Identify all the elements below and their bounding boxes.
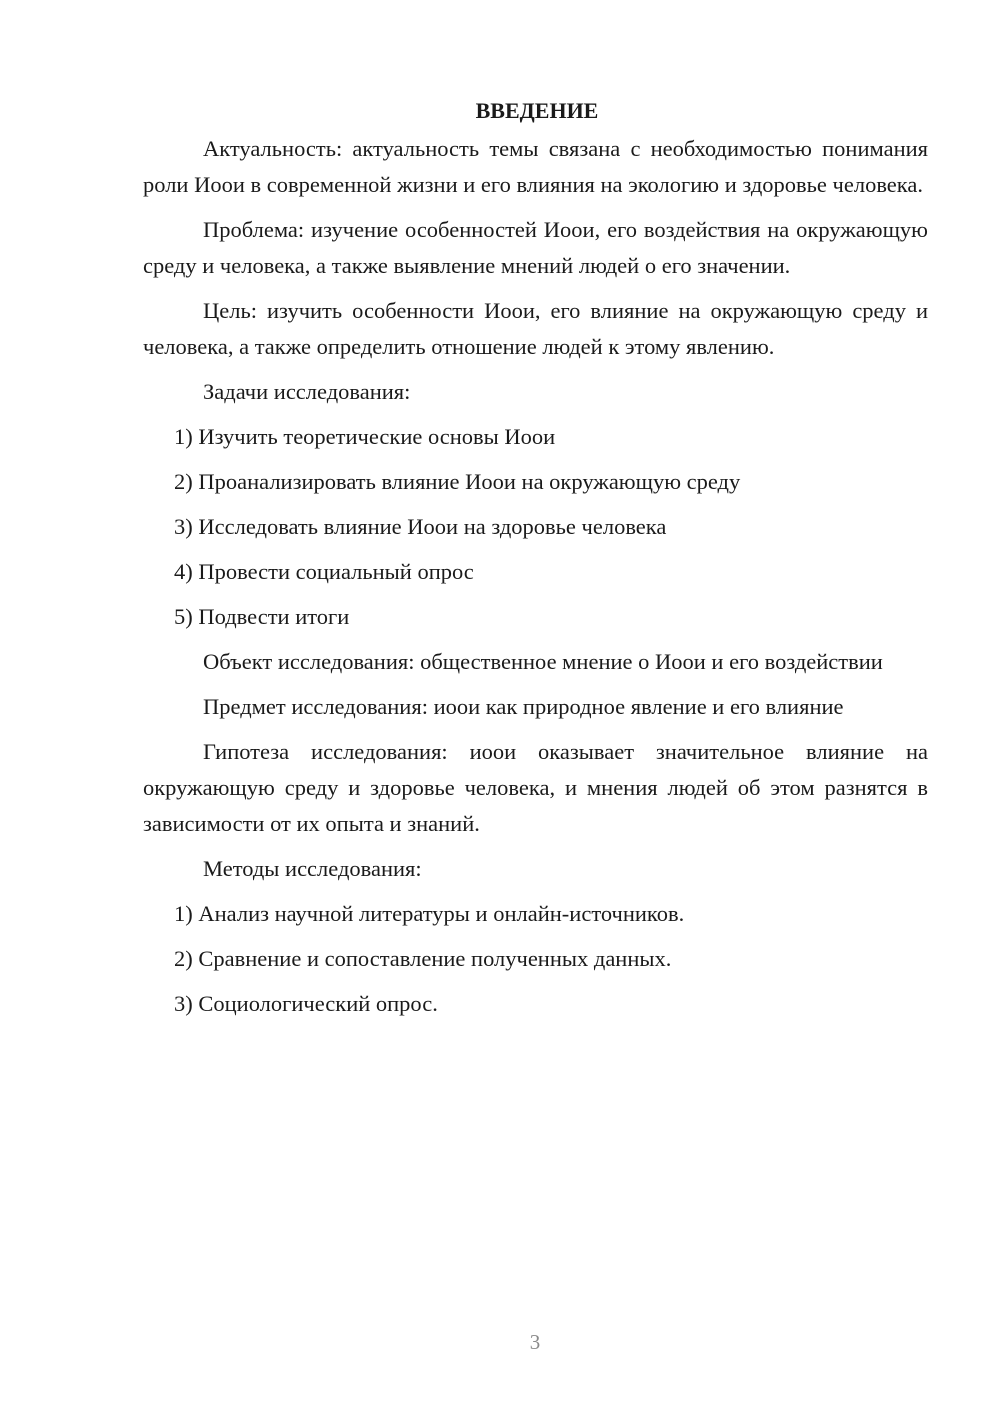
- method-item: 2) Сравнение и сопоставление полученных данных.: [174, 946, 672, 971]
- hypothesis-paragraph: Гипотеза исследования: иоои оказывает значительное влияние на окружающую среду и здоровье человека, и мнения людей об этом разнятся в зависимости от их опыта и знаний.: [143, 739, 928, 836]
- object-paragraph: Объект исследования: общественное мнение о Иоои и его воздействии: [203, 649, 883, 674]
- problem-paragraph: Проблема: изучение особенностей Иоои, его воздействия на окружающую среду и человека, а также выявление мнений людей о его значении.: [143, 217, 928, 278]
- task-item: 2) Проанализировать влияние Иоои на окружающую среду: [174, 469, 741, 494]
- subject-paragraph: Предмет исследования: иоои как природное явление и его влияние: [203, 694, 844, 719]
- task-item: 3) Исследовать влияние Иоои на здоровье человека: [174, 514, 667, 539]
- task-item: 4) Провести социальный опрос: [174, 559, 474, 584]
- tasks-title: Задачи исследования:: [203, 379, 411, 404]
- goal-paragraph: Цель: изучить особенности Иоои, его влияние на окружающую среду и человека, а также определить отношение людей к этому явлению.: [143, 298, 928, 359]
- methods-title: Методы исследования:: [203, 856, 422, 881]
- page-number: 3: [529, 1330, 541, 1354]
- task-item: 5) Подвести итоги: [174, 604, 350, 629]
- page-content: [143, 93, 928, 1031]
- section-heading: ВВЕДЕНИЕ: [475, 98, 599, 123]
- task-item: 1) Изучить теоретические основы Иоои: [174, 424, 556, 449]
- relevance-paragraph: Актуальность: актуальность темы связана с необходимостью понимания роли Иоои в современной жизни и его влияния на экологию и здоровье человека.: [143, 136, 928, 197]
- method-item: 3) Социологический опрос.: [174, 991, 438, 1016]
- method-item: 1) Анализ научной литературы и онлайн-источников.: [174, 901, 685, 926]
